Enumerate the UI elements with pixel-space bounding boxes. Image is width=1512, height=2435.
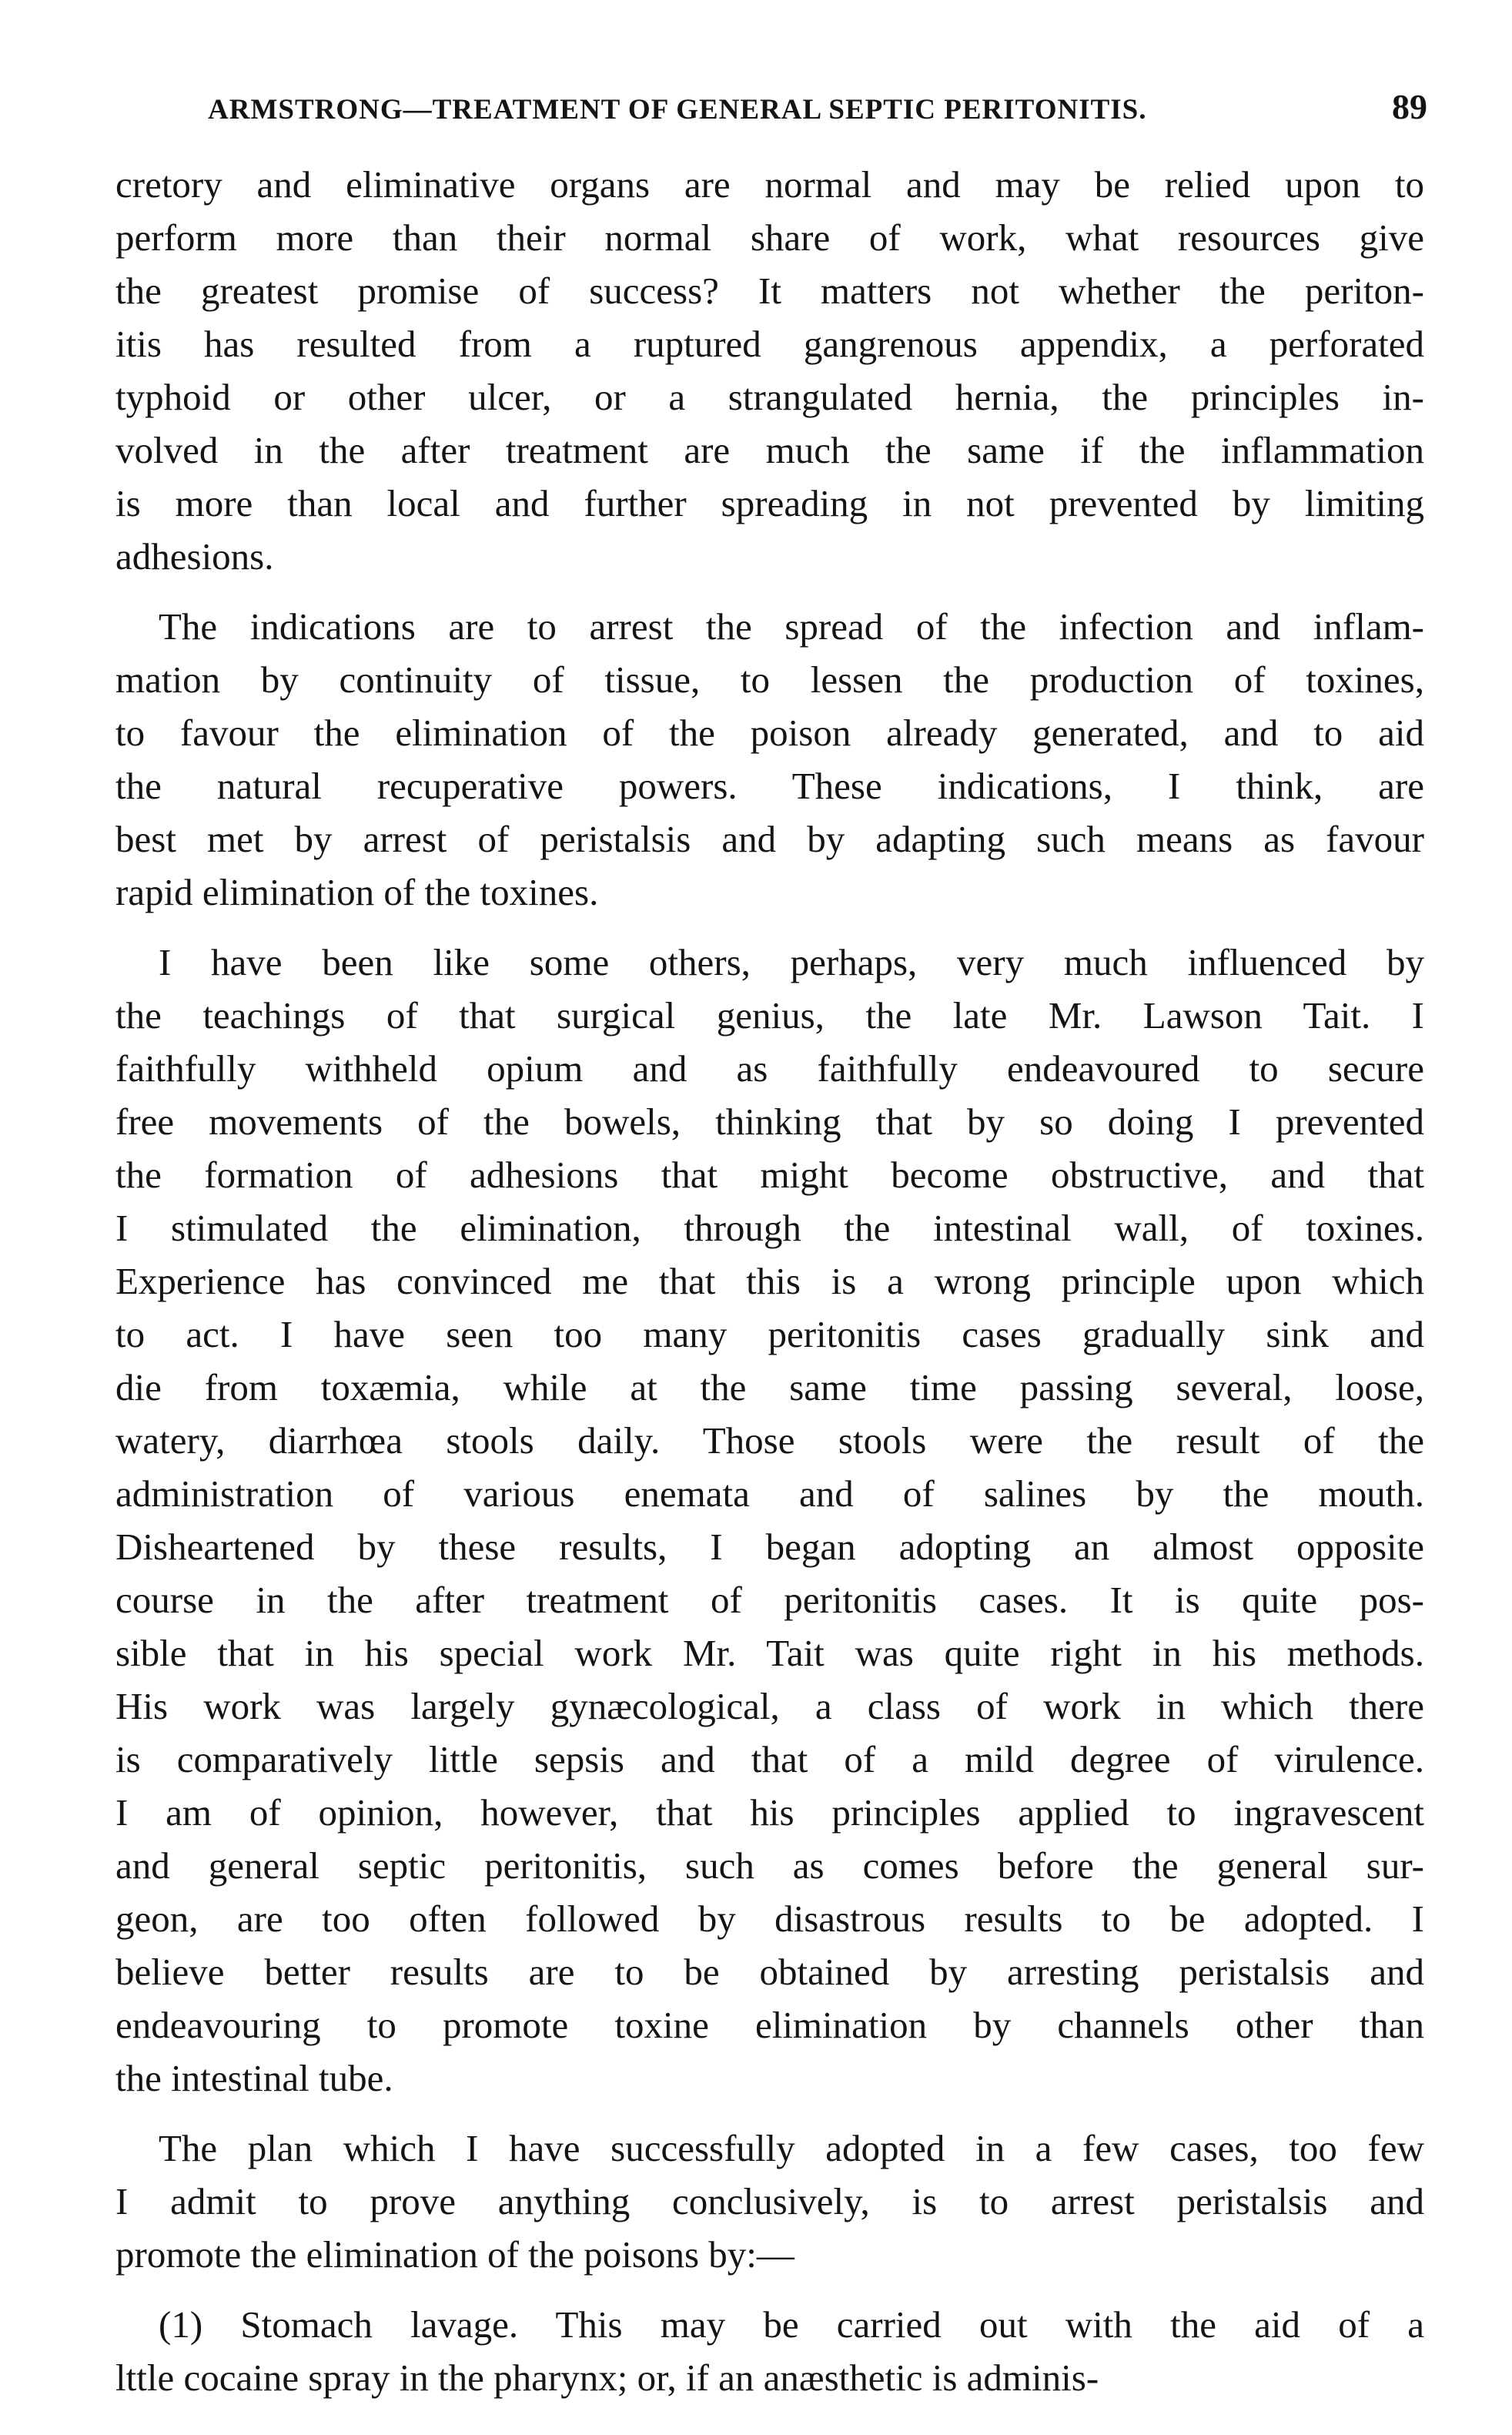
text-line: administration of various enemata and of salines by the mouth. xyxy=(115,1472,1424,1515)
text-line: free movements of the bowels, thinking that by so doing I prevented xyxy=(115,1100,1424,1143)
text-line: die from toxæmia, while at the same time passing several, loose, xyxy=(115,1366,1424,1408)
text-line: promote the elimination of the poisons by:— xyxy=(115,2233,794,2276)
text-line: believe better results are to be obtained by arresting peristalsis and xyxy=(115,1951,1424,1993)
text-line: His work was largely gynæcological, a class of work in which there xyxy=(115,1685,1424,1727)
text-line: perform more than their normal share of work, what resources give xyxy=(115,216,1424,259)
paragraph xyxy=(115,936,1424,2105)
text-line: is more than local and further spreading in not prevented by limiting xyxy=(115,482,1424,524)
text-line: (1) Stomach lavage. This may be carried out with the aid of a xyxy=(159,2303,1424,2346)
text-line: I have been like some others, perhaps, very much influenced by xyxy=(159,941,1424,983)
text-line: geon, are too often followed by disastrous results to be adopted. I xyxy=(115,1897,1424,1940)
running-head: ARMSTRONG—TREATMENT OF GENERAL SEPTIC PERITONITIS. xyxy=(208,94,1147,126)
body-text xyxy=(115,158,1424,2421)
page-number: 89 xyxy=(1392,87,1427,126)
text-line: Experience has convinced me that this is a wrong principle upon which xyxy=(115,1260,1424,1302)
text-line: Disheartened by these results, I began adopting an almost opposite xyxy=(115,1526,1424,1568)
paragraph xyxy=(115,2122,1424,2281)
paragraph xyxy=(115,2298,1424,2404)
page-header xyxy=(115,86,1427,132)
text-line: and general septic peritonitis, such as comes before the general sur- xyxy=(115,1844,1424,1887)
text-line: faithfully withheld opium and as faithfully endeavoured to secure xyxy=(115,1047,1424,1090)
text-line: itis has resulted from a ruptured gangrenous appendix, a perforated xyxy=(115,323,1424,365)
text-line: I admit to prove anything conclusively, is to arrest peristalsis and xyxy=(115,2180,1424,2222)
text-line: endeavouring to promote toxine elimination by channels other than xyxy=(115,2004,1424,2046)
text-line: watery, diarrhœa stools daily. Those stools were the result of the xyxy=(115,1419,1424,1462)
paragraph xyxy=(115,158,1424,583)
text-line: The plan which I have successfully adopted in a few cases, too few xyxy=(159,2127,1424,2169)
paragraph xyxy=(115,600,1424,919)
text-line: to act. I have seen too many peritonitis cases gradually sink and xyxy=(115,1313,1424,1355)
text-line: is comparatively little sepsis and that of a mild degree of virulence. xyxy=(115,1738,1424,1780)
text-line: the greatest promise of success? It matters not whether the periton- xyxy=(115,270,1424,312)
text-line: the intestinal tube. xyxy=(115,2057,393,2099)
text-line: I am of opinion, however, that his principles applied to ingravescent xyxy=(115,1791,1424,1834)
text-line: the formation of adhesions that might become obstructive, and that xyxy=(115,1154,1424,1196)
text-line: adhesions. xyxy=(115,535,274,578)
text-line: to favour the elimination of the poison already generated, and to aid xyxy=(115,712,1424,754)
text-line: best met by arrest of peristalsis and by adapting such means as favour xyxy=(115,818,1424,860)
text-line: cretory and eliminative organs are normal and may be relied upon to xyxy=(115,163,1424,206)
text-line: the natural recuperative powers. These indications, I think, are xyxy=(115,765,1424,807)
text-line: volved in the after treatment are much the same if the inflammation xyxy=(115,429,1424,471)
text-line: I stimulated the elimination, through the intestinal wall, of toxines. xyxy=(115,1207,1424,1249)
text-line: The indications are to arrest the spread of the infection and inflam- xyxy=(159,605,1424,648)
text-line: the teachings of that surgical genius, the late Mr. Lawson Tait. I xyxy=(115,994,1424,1037)
text-line: lttle cocaine spray in the pharynx; or, if an anæsthetic is adminis- xyxy=(115,2356,1099,2399)
text-line: rapid elimination of the toxines. xyxy=(115,871,599,913)
text-line: mation by continuity of tissue, to lessen the production of toxines, xyxy=(115,658,1424,701)
text-line: sible that in his special work Mr. Tait was quite right in his methods. xyxy=(115,1632,1424,1674)
text-line: typhoid or other ulcer, or a strangulated hernia, the principles in- xyxy=(115,376,1424,418)
text-line: course in the after treatment of peritonitis cases. It is quite pos- xyxy=(115,1579,1424,1621)
